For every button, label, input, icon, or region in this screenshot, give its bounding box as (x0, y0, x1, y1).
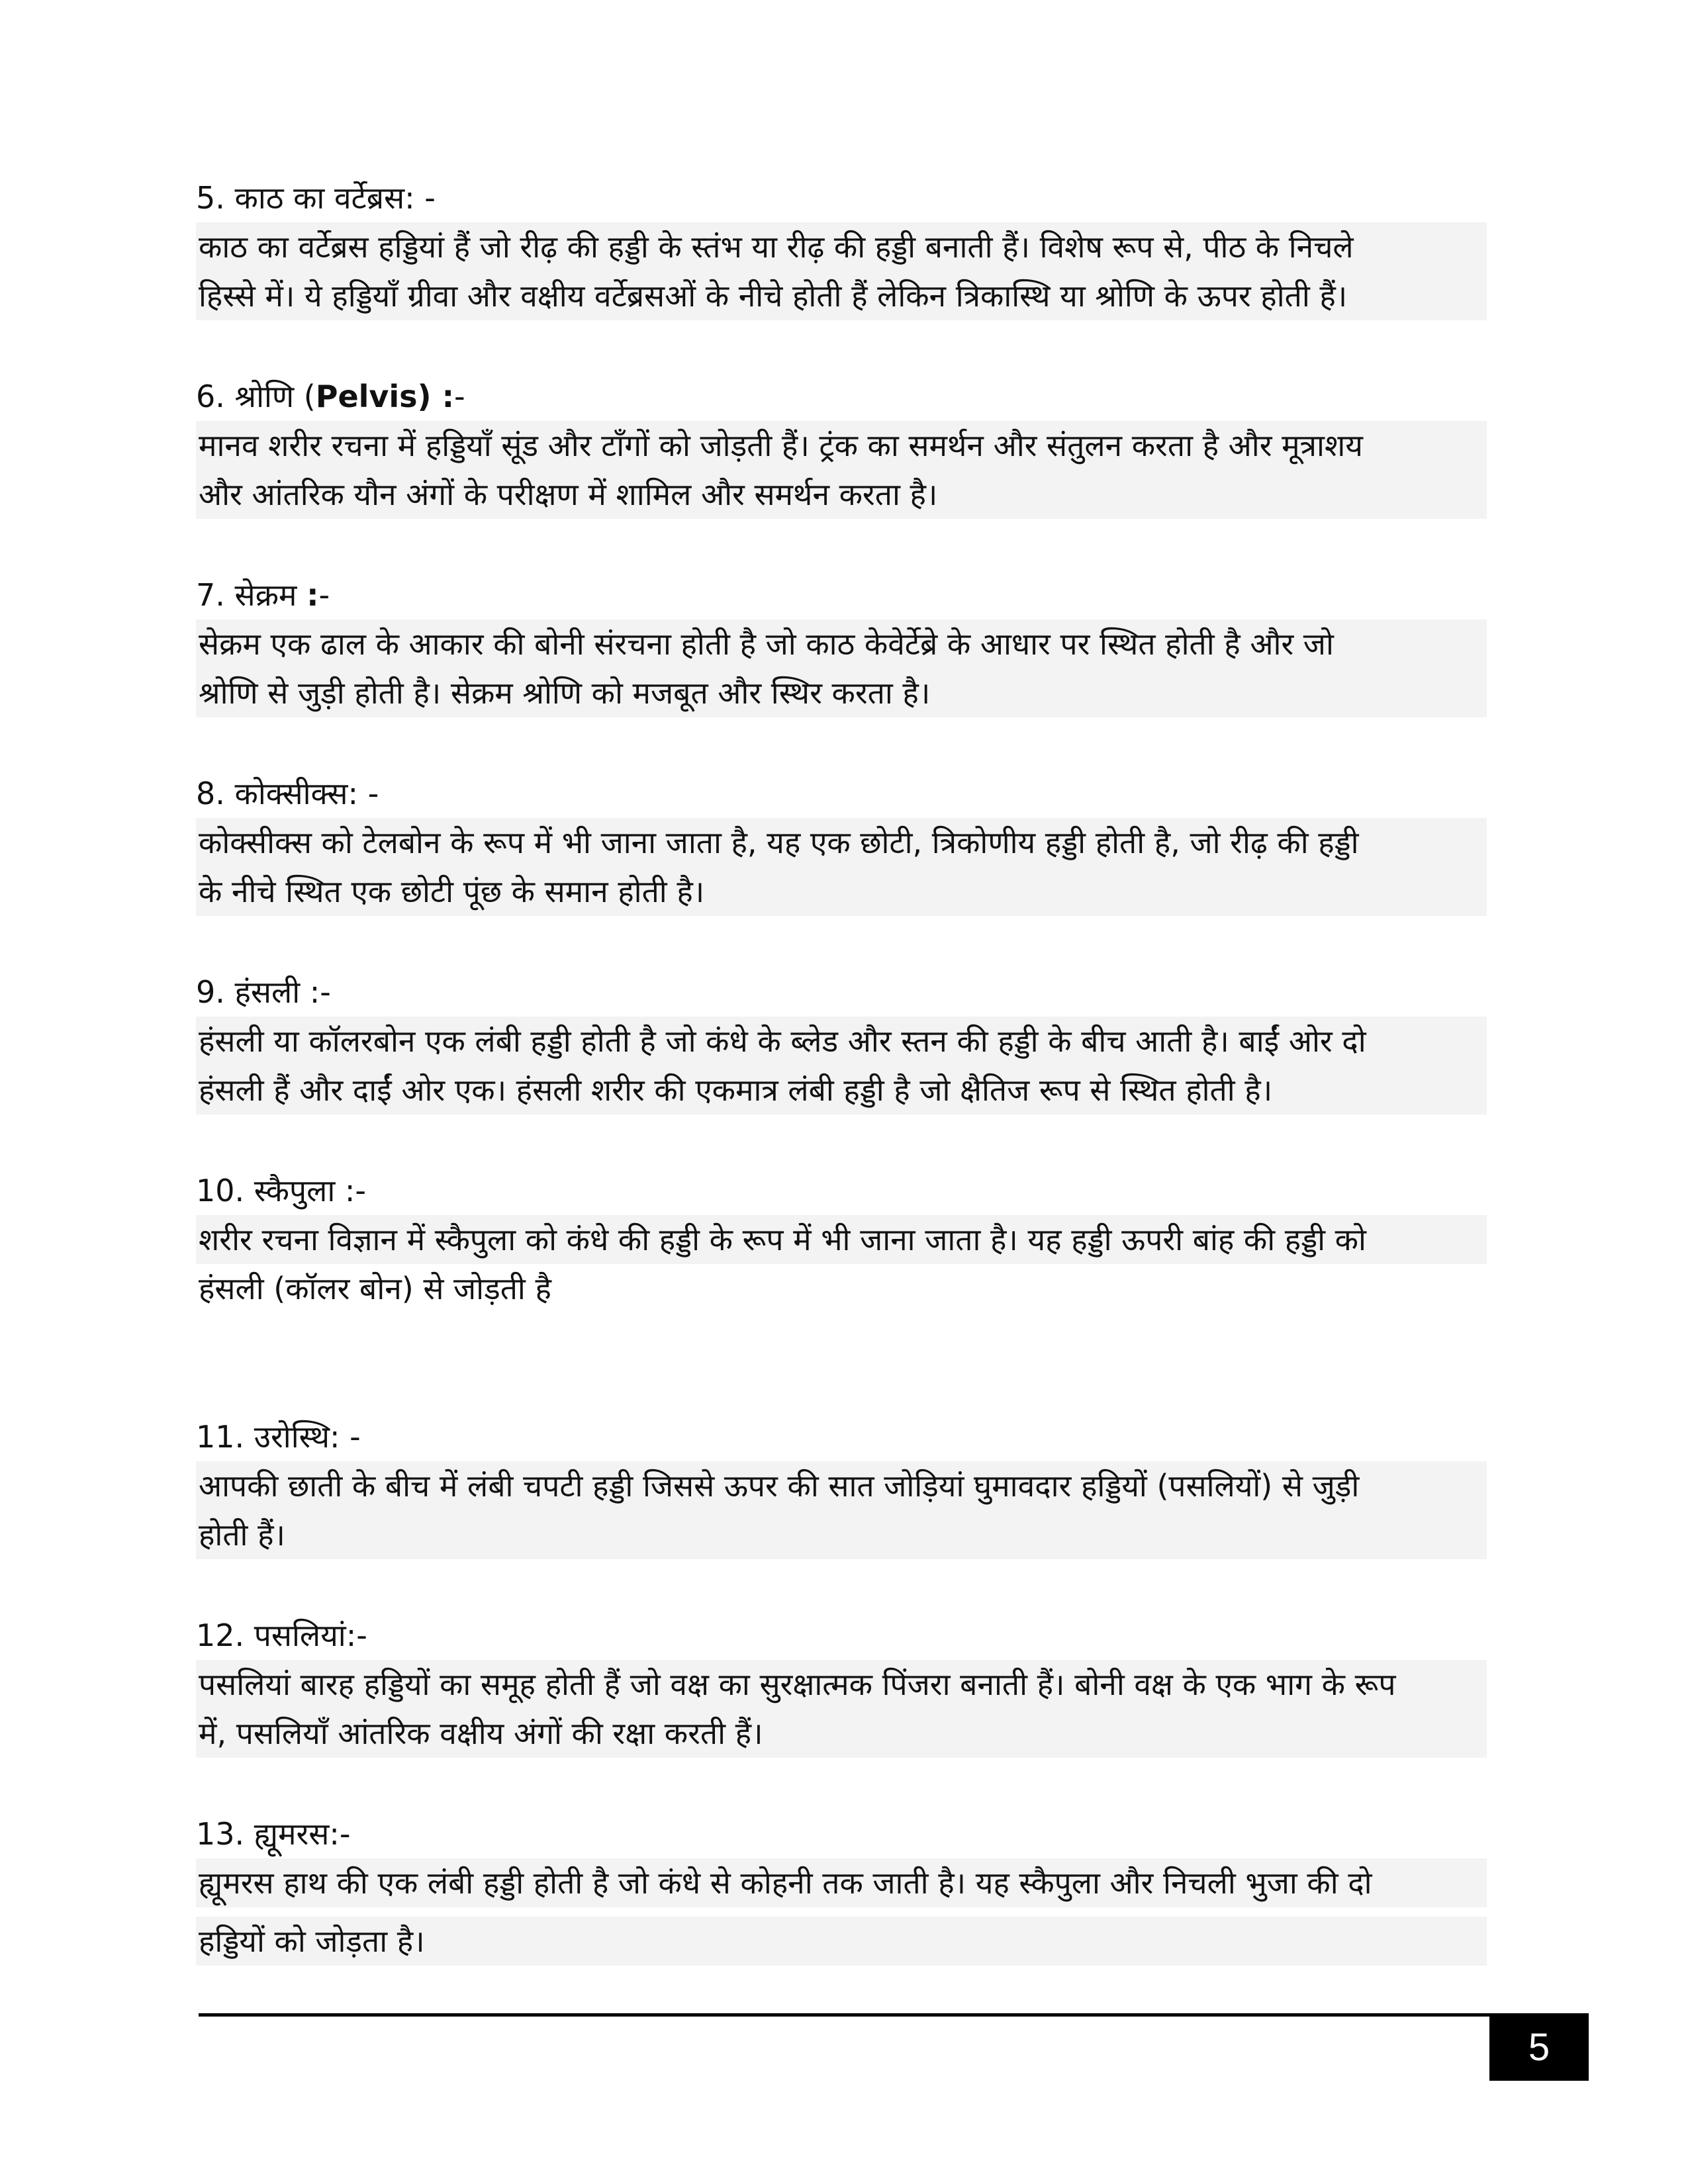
page-number: 5 (1489, 2013, 1589, 2081)
body-line: काठ का वर्टेब्रस हड्डियां हैं जो रीढ़ की हड्डी के स्तंभ या रीढ़ की हड्डी बनाती हैं। विशेष रूप से, पीठ के निचले (196, 222, 1487, 271)
body-line: हंसली या कॉलरबोन एक लंबी हड्डी होती है जो कंधे के ब्लेड और स्तन की हड्डी के बीच आती है। बाईं ओर दो (196, 1017, 1487, 1066)
heading-text: 6. श्रोणि ( (196, 379, 316, 414)
body-line: शरीर रचना विज्ञान में स्कैपुला को कंधे की हड्डी के रूप में भी जाना जाता है। यह हड्डी ऊपरी बांह की हड्डी को (196, 1215, 1487, 1264)
section-coccyx (196, 769, 1487, 916)
body-line: कोक्सीक्स को टेलबोन के रूप में भी जाना जाता है, यह एक छोटी, त्रिकोणीय हड्डी होती है, जो रीढ़ की हड्डी (196, 818, 1487, 867)
body-line: मानव शरीर रचना में हड्डियाँ सूंड और टाँगों को जोड़ती हैं। ट्रंक का समर्थन और संतुलन करता है और मूत्राशय (196, 421, 1487, 470)
section-pelvis (196, 372, 1487, 519)
section-heading (196, 372, 1487, 421)
heading-text-suffix: - (453, 379, 465, 414)
section-clavicle (196, 968, 1487, 1115)
section-body (196, 1017, 1487, 1115)
body-line: सेक्रम एक ढाल के आकार की बोनी संरचना होती है जो काठ केवेर्टेब्रे के आधार पर स्थित होती है और जो (196, 619, 1487, 668)
body-line: हिस्से में। ये हड्डियाँ ग्रीवा और वक्षीय वर्टेब्रसओं के नीचे होती हैं लेकिन त्रिकास्थि या श्रोणि के ऊपर होती हैं। (196, 271, 1487, 320)
body-line: ह्यूमरस हाथ की एक लंबी हड्डी होती है जो कंधे से कोहनी तक जाती है। यह स्कैपुला और निचली भुजा की दो (196, 1858, 1487, 1907)
section-body (196, 1858, 1487, 1966)
section-body (196, 421, 1487, 519)
section-humerus (196, 1809, 1487, 1966)
section-heading: 8. कोक्सीक्स: - (196, 776, 379, 811)
section-ribs (196, 1611, 1487, 1758)
footer-rule (199, 2013, 1489, 2017)
body-line: में, पसलियाँ आंतरिक वक्षीय अंगों की रक्षा करती हैं। (196, 1709, 1487, 1758)
section-body (196, 1461, 1487, 1559)
heading-text: 7. सेक्रम (196, 577, 307, 613)
section-body (196, 818, 1487, 916)
heading-bold-text: : (306, 577, 319, 613)
body-line: पसलियां बारह हड्डियों का समूह होती हैं जो वक्ष का सुरक्षात्मक पिंजरा बनाती हैं। बोनी वक्ष के एक भाग के रूप (196, 1660, 1487, 1709)
heading-text-suffix: - (318, 577, 330, 613)
section-heading: 13. ह्यूमरस:- (196, 1816, 351, 1852)
section-heading: 10. स्कैपुला :- (196, 1173, 366, 1208)
section-body (196, 222, 1487, 320)
section-heading (196, 570, 1487, 619)
section-body (196, 619, 1487, 717)
body-line: होती हैं। (196, 1510, 1487, 1559)
heading-bold-text: Pelvis) : (315, 379, 454, 414)
section-heading: 5. काठ का वर्टेब्रस: - (196, 180, 436, 216)
section-heading: 11. उरोस्थि: - (196, 1419, 361, 1455)
body-line: हड्डियों को जोड़ता है। (196, 1917, 1487, 1966)
body-line: आपकी छाती के बीच में लंबी चपटी हड्डी जिससे ऊपर की सात जोड़ियां घुमावदार हड्डियों (पसलियों) से जुड़ी (196, 1461, 1487, 1510)
section-body (196, 1215, 1487, 1313)
page-content (196, 173, 1487, 1966)
section-body (196, 1660, 1487, 1758)
section-heading: 12. पसलियां:- (196, 1617, 367, 1653)
section-lumbar-vertebrae (196, 173, 1487, 320)
body-line: हंसली हैं और दाईं ओर एक। हंसली शरीर की एकमात्र लंबी हड्डी है जो क्षैतिज रूप से स्थित होती है। (196, 1066, 1487, 1115)
body-line: और आंतरिक यौन अंगों के परीक्षण में शामिल और समर्थन करता है। (196, 470, 1487, 519)
section-scapula (196, 1166, 1487, 1313)
body-line: के नीचे स्थित एक छोटी पूंछ के समान होती है। (196, 867, 1487, 916)
body-line: हंसली (कॉलर बोन) से जोड़ती है (199, 1271, 551, 1306)
section-heading: 9. हंसली :- (196, 974, 331, 1010)
body-line: श्रोणि से जुड़ी होती है। सेक्रम श्रोणि को मजबूत और स्थिर करता है। (196, 668, 1487, 717)
section-sternum (196, 1412, 1487, 1559)
section-sacrum (196, 570, 1487, 717)
